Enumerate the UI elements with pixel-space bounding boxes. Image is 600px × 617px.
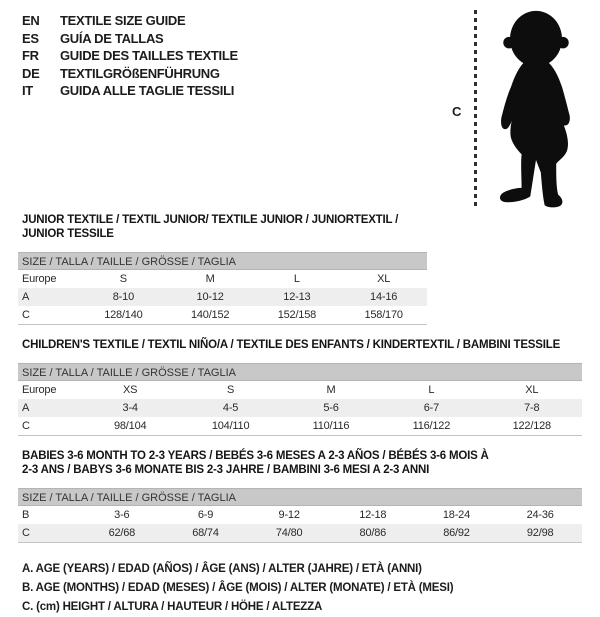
size-header-bar (18, 252, 427, 270)
language-title: GUIDA ALLE TAGLIE TESSILI (60, 83, 235, 98)
size-cell: 3-4 (122, 402, 138, 414)
row-label: A (22, 291, 30, 303)
size-header-label: SIZE / TALLA / TAILLE / GRÖSSE / TAGLIA (22, 367, 236, 379)
language-code: EN (22, 13, 40, 28)
table-title: CHILDREN'S TEXTILE / TEXTIL NIÑO/A / TEXTILE DES ENFANTS / KINDERTEXTIL / BAMBINI TESSILE (22, 339, 561, 351)
language-row (22, 12, 238, 30)
height-measure-figure (450, 8, 598, 210)
size-cell: 98/104 (113, 420, 147, 432)
size-header-bar (18, 363, 582, 381)
size-cell: 86/92 (443, 527, 470, 539)
header-area (0, 0, 600, 213)
size-cell: 24-36 (526, 509, 554, 521)
size-cell: L (293, 273, 300, 285)
size-table (18, 381, 582, 436)
size-cell: XL (525, 384, 539, 396)
size-cell: 10-12 (196, 291, 224, 303)
size-cell: 5-6 (323, 402, 339, 414)
footnote-line: B. AGE (MONTHS) / EDAD (MESES) / ÂGE (MOIS) / ALTER (MONATE) / ETÀ (MESI) (22, 582, 454, 594)
language-title: GUÍA DE TALLAS (60, 30, 164, 46)
table-row (18, 288, 427, 306)
size-cell: 14-16 (370, 291, 398, 303)
size-cell: 18-24 (442, 509, 471, 521)
size-cell: 12-18 (359, 509, 387, 521)
row-label: B (22, 509, 30, 521)
size-cell: 80/86 (359, 527, 387, 539)
size-cell: 104/110 (211, 420, 250, 432)
size-cell: S (227, 384, 235, 396)
size-cell: 92/98 (526, 527, 554, 539)
row-label: A (22, 402, 30, 414)
table-row (18, 417, 582, 436)
size-cell: 74/80 (275, 527, 303, 539)
language-title-list (22, 12, 238, 100)
size-cell: M (205, 273, 215, 285)
language-code: DE (22, 65, 40, 81)
size-table (18, 270, 427, 325)
size-cell: 6-9 (197, 509, 214, 521)
size-cell: M (326, 384, 336, 396)
language-title: TEXTILE SIZE GUIDE (60, 13, 186, 28)
language-code: FR (22, 48, 39, 63)
size-header-bar (18, 488, 582, 506)
footnote-line: C. (cm) HEIGHT / ALTURA / HAUTEUR / HÖHE / ALTEZZA (22, 601, 323, 613)
size-header-label: SIZE / TALLA / TAILLE / GRÖSSE / TAGLIA (22, 256, 236, 268)
size-cell: XL (377, 273, 391, 285)
size-cell: 122/128 (512, 420, 551, 432)
size-cell: 8-10 (112, 291, 134, 303)
language-title: TEXTILGRÖßENFÜHRUNG (60, 65, 220, 81)
size-cell: 110/116 (312, 420, 350, 432)
size-table (18, 506, 582, 543)
size-table-section (18, 338, 582, 436)
baby-silhouette-icon (486, 8, 586, 210)
size-cell: 152/158 (277, 309, 317, 321)
size-cell: 68/74 (192, 527, 219, 539)
table-row (18, 399, 582, 417)
language-code: IT (22, 83, 33, 98)
size-cell: 12-13 (283, 291, 311, 303)
size-cell: 62/68 (108, 527, 136, 539)
row-label: C (22, 309, 30, 321)
height-measure-label: C (452, 104, 462, 119)
table-row (18, 506, 582, 524)
size-cell: 4-5 (222, 402, 239, 414)
language-title: GUIDE DES TAILLES TEXTILE (60, 48, 238, 63)
row-label: Europe (22, 384, 57, 396)
table-title: JUNIOR TEXTILE / TEXTIL JUNIOR/ TEXTILE JUNIOR / JUNIORTEXTIL / JUNIOR TESSILE (22, 214, 399, 240)
size-cell: 7-8 (524, 402, 540, 414)
size-cell: 158/170 (364, 309, 403, 321)
row-label: Europe (22, 273, 57, 285)
size-table-section (18, 213, 427, 325)
table-row (18, 306, 427, 325)
language-row (22, 30, 238, 48)
size-cell: 6-7 (423, 402, 440, 414)
size-cell: L (428, 384, 435, 396)
language-row (22, 65, 238, 83)
language-row (22, 47, 238, 65)
row-label: C (22, 420, 30, 432)
footnotes (22, 560, 600, 617)
size-cell: 128/140 (104, 309, 143, 321)
row-label: C (22, 527, 30, 539)
size-header-label: SIZE / TALLA / TAILLE / GRÖSSE / TAGLIA (22, 492, 236, 504)
table-row (18, 381, 582, 399)
language-row (22, 82, 238, 100)
footnote-line: A. AGE (YEARS) / EDAD (AÑOS) / ÂGE (ANS) / ALTER (JAHRE) / ETÀ (ANNI) (22, 563, 422, 575)
height-measure-dashed-line (474, 10, 477, 206)
size-cell: 9-12 (278, 509, 300, 521)
size-table-section (18, 449, 582, 543)
table-title: BABIES 3-6 MONTH TO 2-3 YEARS / BEBÉS 3-6 MESES A 2-3 AÑOS / BÉBÉS 3-6 MOIS À 2-3 ANS / BABYS 3-6 MONATE BIS 2-3 JAHRE / BAMBINI 3-6 MESI A 2-3 ANNI (22, 450, 489, 476)
size-cell: 140/152 (190, 309, 230, 321)
table-row (18, 270, 427, 288)
size-cell: 116/122 (412, 420, 451, 432)
size-cell: 3-6 (114, 509, 130, 521)
language-code: ES (22, 30, 39, 46)
tables-area (18, 213, 600, 543)
size-cell: XS (123, 384, 138, 396)
size-cell: S (119, 273, 127, 285)
table-row (18, 524, 582, 543)
